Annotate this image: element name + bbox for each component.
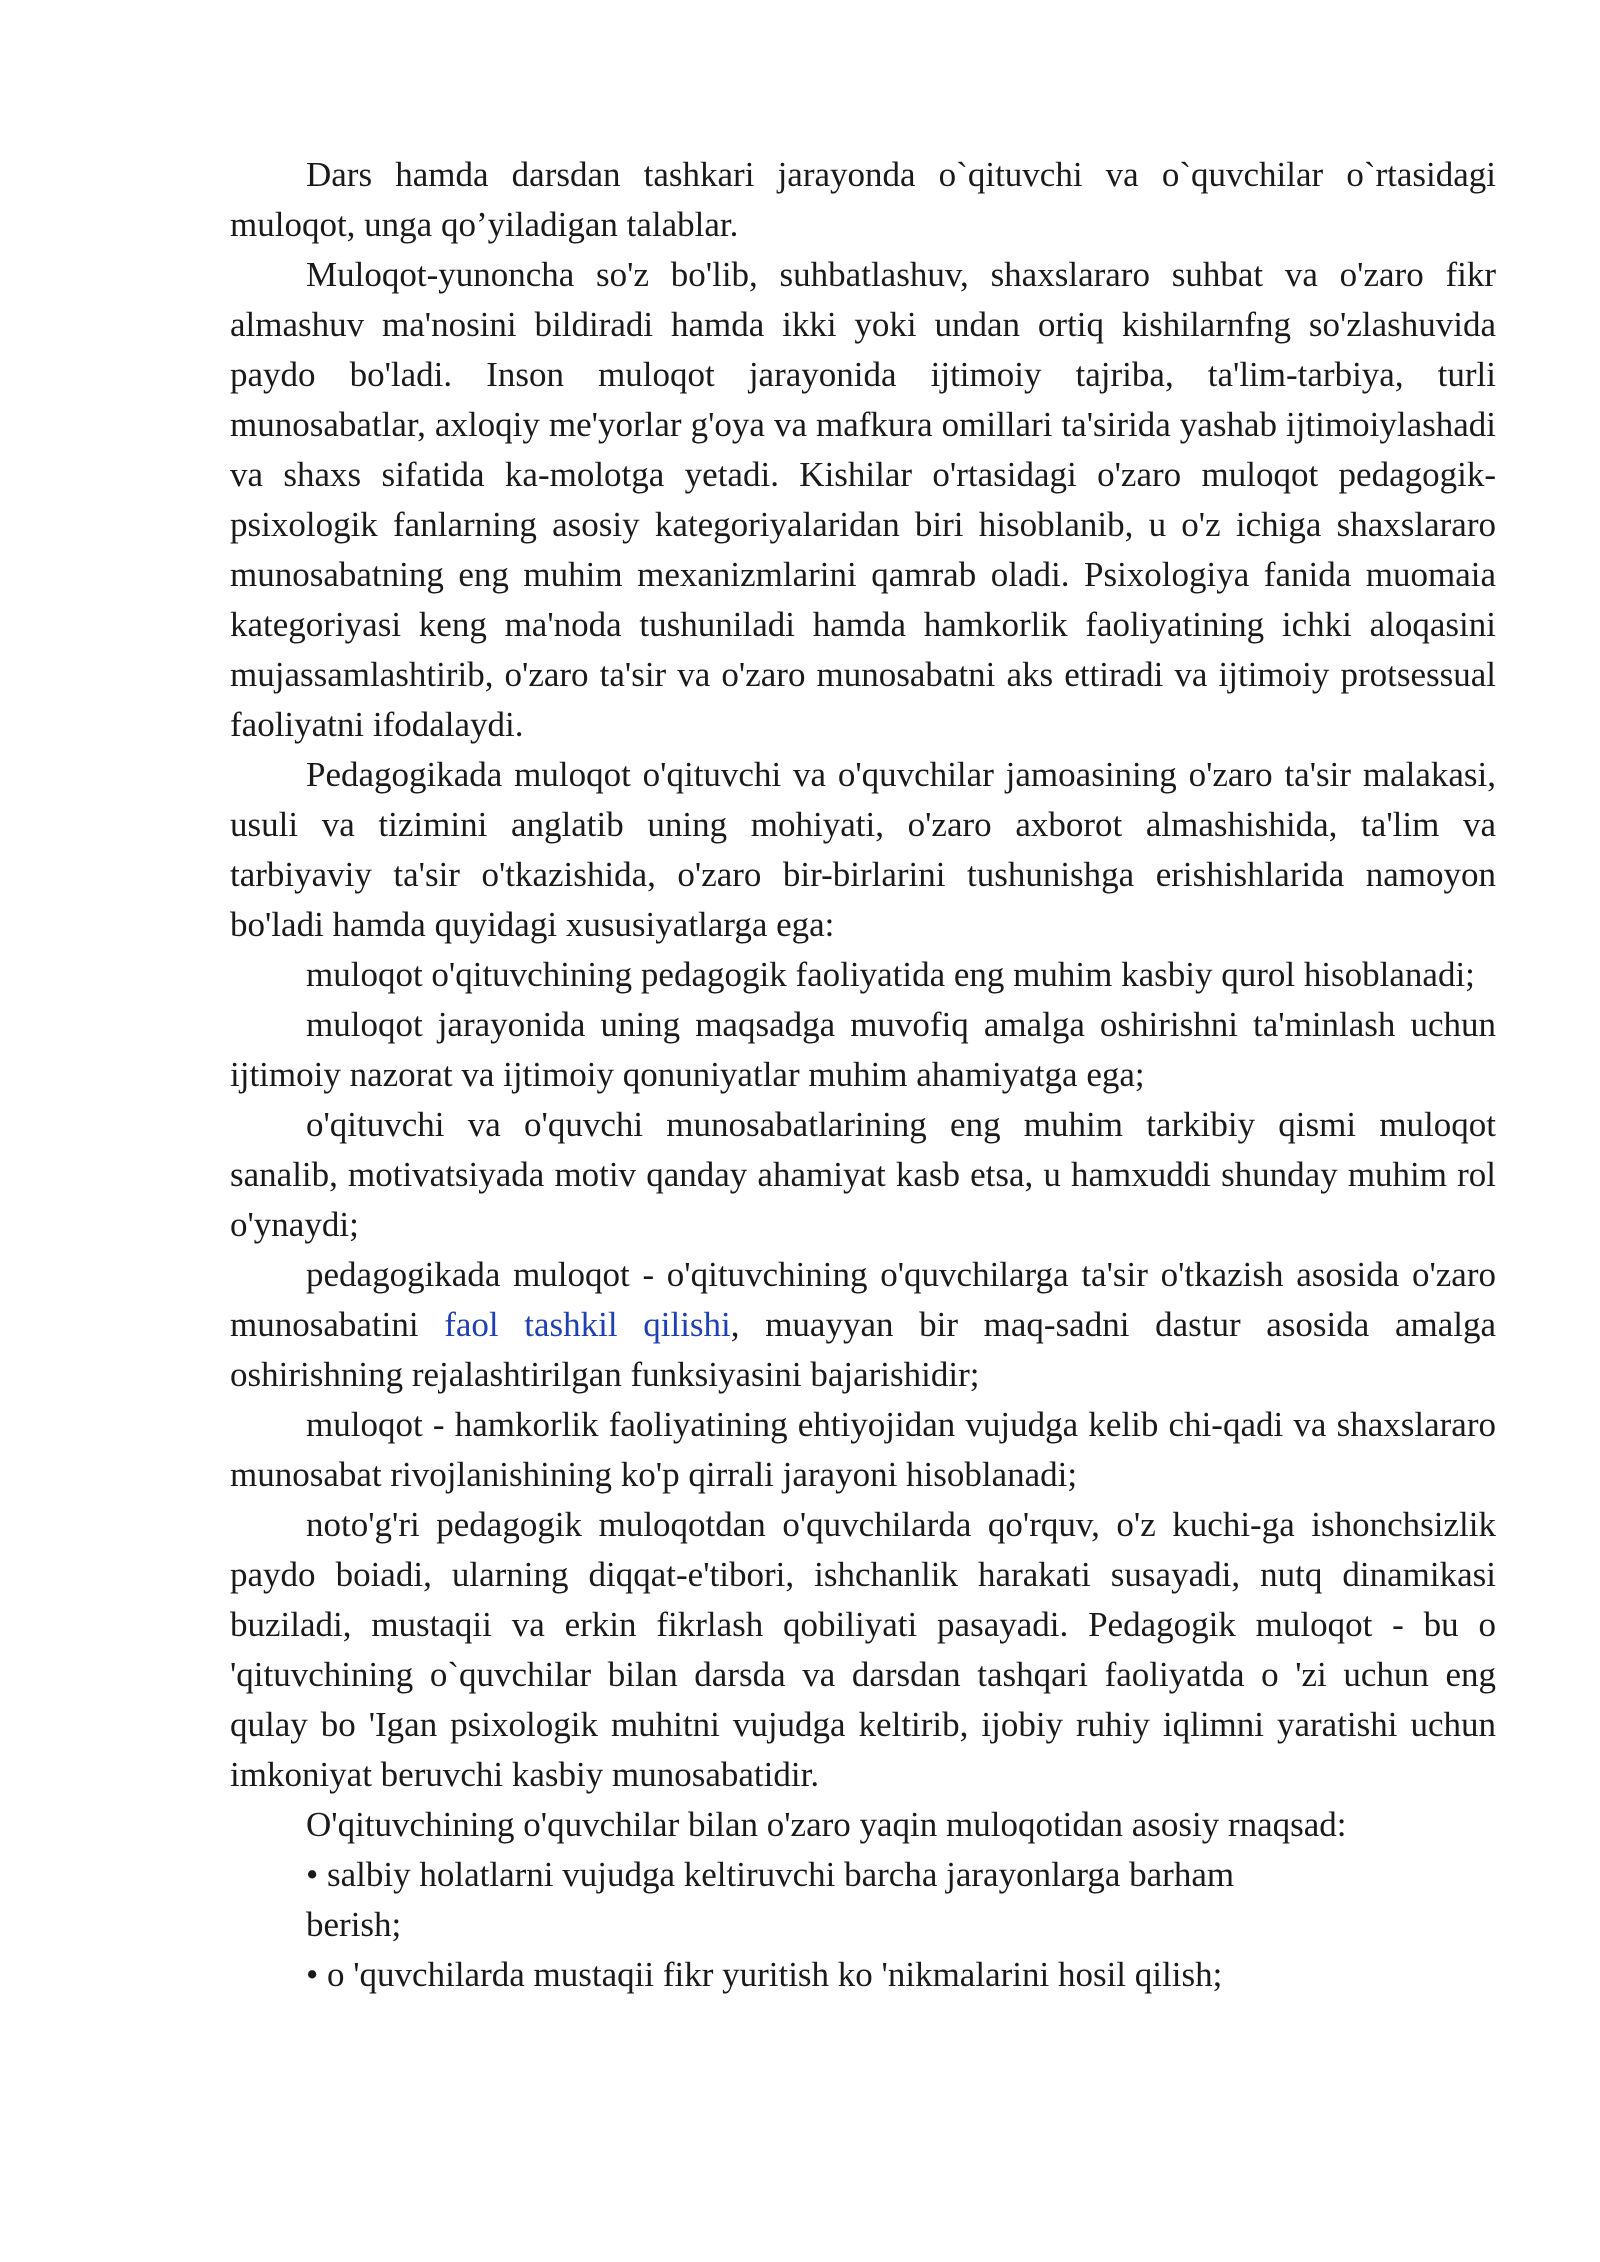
feature-item-6: noto'g'ri pedagogik muloqotdan o'quvchilarda qo'rquv, o'z kuchi-ga ishonchsizlik paydo boiadi, ularning diqqat-e'tibori, ishchanlik harakati susayadi, nutq dinamikasi buziladi, mustaqii va erkin fikrlash qobiliyati pasayadi. Pedagogik muloqot - bu o 'qituvchining o`quvchilar bilan darsda va darsdan tashqari faoliyatda o 'zi uchun eng qulay bo 'Igan psixologik muhitni vujudga keltirib, ijobiy ruhiy iqlimni yaratishi uchun imkoniyat beruvchi kasbiy munosabatidir.	[230, 1505, 1496, 1794]
feature-item-2: muloqot jarayonida uning maqsadga muvofiq amalga oshirishni ta'minlash uchun ijtimoiy nazorat va ijtimoiy qonuniyatlar muhim ahamiyatga ega;	[230, 1005, 1496, 1094]
feature-item-1: muloqot o'qituvchining pedagogik faoliyatida eng muhim kasbiy qurol hisoblanadi;	[306, 955, 1475, 994]
feature-item-4	[230, 1250, 1496, 1400]
feature-item-4-text-end: , muayyan bir maq-sadni dastur asosida amalga oshirishning rejalashtirilgan funksiyasini bajarishidir;	[230, 1305, 1496, 1394]
bullet-item-2: • o 'quvchilarda mustaqii fikr yuritish ko 'nikmalarini hosil qilish;	[306, 1955, 1223, 1994]
feature-item-4-text-start: pedagogikada muloqot - o'qituvchining o'quvchilarga ta'sir o'tkazish asosida o'zaro munosabatini	[230, 1255, 1496, 1344]
document-page	[230, 150, 1496, 2000]
bullet-item-1: • salbiy holatlarni vujudga keltiruvchi barcha jarayonlarga barham berish;	[306, 1855, 1235, 1944]
feature-item-5: muloqot - hamkorlik faoliyatining ehtiyojidan vujudga kelib chi-qadi va shaxslararo munosabat rivojlanishining ko'p qirrali jarayoni hisoblanadi;	[230, 1405, 1496, 1494]
definition-paragraph: Muloqot-yunoncha so'z bo'lib, suhbatlashuv, shaxslararo suhbat va o'zaro fikr almashuv ma'nosini bildiradi hamda ikki yoki undan ortiq kishilarnfng so'zlashuvida paydo bo'ladi. Inson muloqot jarayonida ijtimoiy tajriba, ta'lim-tarbiya, turli munosabatlar, axloqiy me'yorlar g'oya va mafkura omillari ta'sirida yashab ijtimoiylashadi va shaxs sifatida ka-molotga yetadi. Kishilar o'rtasidagi o'zaro muloqot pedagogik-psixologik fanlarning asosiy kategoriyalaridan biri hisoblanib, u o'z ichiga shaxslararo munosabatning eng muhim mexanizmlarini qamrab oladi. Psixologiya fanida muomaia kategoriyasi keng ma'noda tushuniladi hamda hamkorlik faoliyatining ichki aloqasini mujassamlashtirib, o'zaro ta'sir va o'zaro munosabatni aks ettiradi va ijtimoiy protsessual faoliyatni ifodalaydi.	[230, 255, 1496, 744]
pedagogy-paragraph: Pedagogikada muloqot o'qituvchi va o'quvchilar jamoasining o'zaro ta'sir malakasi, usuli va tizimini anglatib uning mohiyati, o'zaro axborot almashishida, ta'lim va tarbiyaviy ta'sir o'tkazishida, o'zaro bir-birlarini tushunishga erishishlarida namoyon bo'ladi hamda quyidagi xususiyatlarga ega:	[230, 755, 1496, 944]
hyperlink-faol-tashkil[interactable]: faol tashkil qilishi	[444, 1305, 731, 1344]
goal-intro-paragraph: O'qituvchining o'quvchilar bilan o'zaro yaqin muloqotidan asosiy rnaqsad:	[306, 1805, 1347, 1844]
document-heading-paragraph: Dars hamda darsdan tashkari jarayonda o`qituvchi va o`quvchilar o`rtasidagi muloqot, unga qo’yiladigan talablar.	[230, 155, 1496, 244]
feature-item-3: o'qituvchi va o'quvchi munosabatlarining eng muhim tarkibiy qismi muloqot sanalib, motivatsiyada motiv qanday ahamiyat kasb etsa, u hamxuddi shunday muhim rol o'ynaydi;	[230, 1105, 1496, 1244]
